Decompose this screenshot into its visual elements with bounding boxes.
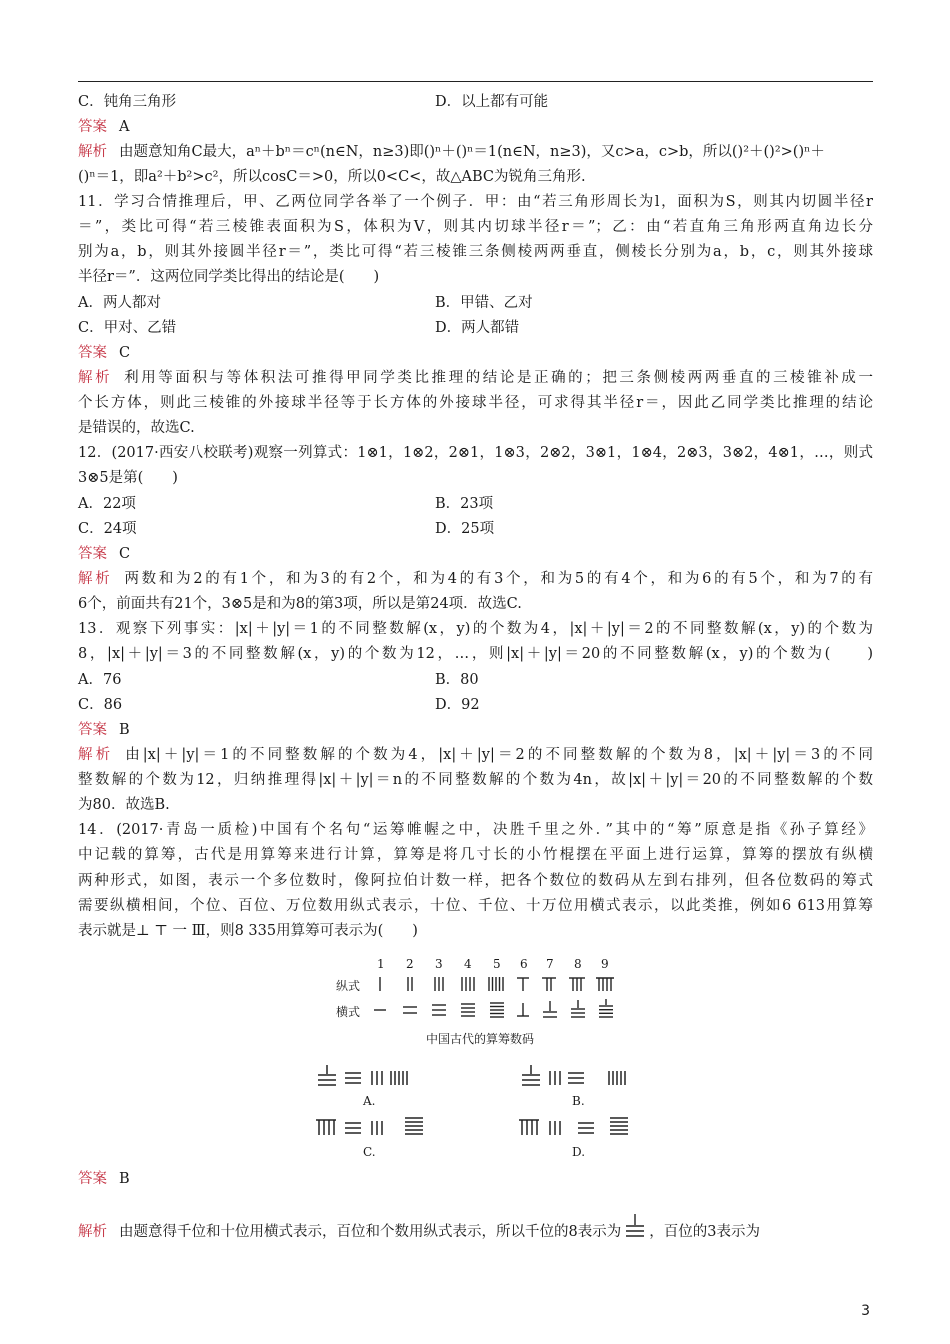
q10-option-d: D．以上都有可能 [435,94,549,110]
q13-explanation-line: 为80．故选B. [78,797,170,813]
q10-option-c: C．钝角三角形 [78,94,177,110]
q11-option-c: C．甲对、乙错 [78,320,177,336]
digit-label: 7 [546,957,554,971]
q11-stem-line: 11．学习合情推理后，甲、乙两位同学各举了一个例子．甲：由“若三角形周长为l，面积为S，则其内切圆半径r [78,194,873,210]
horizontal-form-label: 横式 [336,1005,361,1019]
digit-label: 2 [406,957,414,971]
explanation-text: 两数和为2的有1个，和为3的有2个，和为4的有3个，和为5的有4个，和为6的有5个，和为7的有 [124,571,873,587]
q11-explanation-line [78,366,873,391]
q13-option-b: B．80 [435,672,479,688]
q12-explanation-line [78,567,873,592]
q13-explanation-line: 整数解的个数为12，归纳推理得|x|＋|y|＝n的不同整数解的个数为4n，故|x|＋|y|＝20的不同整数解的个数 [78,772,873,788]
q12-explanation-line: 6个，前面共有21个，3⊗5是和为8的第3项，所以是第24项．故选C. [78,596,522,612]
digit-label: 9 [601,957,609,971]
answer-value: B [119,722,130,738]
explanation-text: 由题意得千位和十位用横式表示，百位和个数用纵式表示，所以千位的8表示为 [119,1224,622,1240]
q11-stem-line: ＝”，类比可得“若三棱锥表面积为S，体积为V，则其内切球半径r＝”；乙：由“若直角三角形两直角边长分 [78,219,873,235]
q10-explanation-line: ()ⁿ＝1，即a²＋b²>c²，所以cosC＝>0，所以0<C<，故△ABC为锐角三角形. [78,169,586,185]
explanation-text: 由题意知角C最大，aⁿ＋bⁿ＝cⁿ(n∈N，n≥3)即()ⁿ＋()ⁿ＝1(n∈N，n≥3)，又c>a，c>b，所以()²＋()²>()ⁿ＋ [119,144,825,160]
q12-option-c: C．24项 [78,521,137,537]
q11-explanation-line: 是错误的，故选C. [78,420,195,436]
digit-label: 4 [464,957,472,971]
figure-option-d-label: D. [572,1145,586,1159]
q13-option-d: D．92 [435,697,480,713]
answer-value: A [119,119,130,135]
q13-stem-line: 8，|x|＋|y|＝3的不同整数解(x，y)的个数为12，…，则|x|＋|y|＝20的不同整数解(x，y)的个数为( ) [78,646,873,662]
q12-option-a: A．22项 [78,496,136,512]
explanation-label: 解析 [78,747,114,763]
counting-rod-figure [330,955,630,1065]
q11-answer [78,341,130,366]
answer-label: 答案 [78,1171,107,1187]
digit-label: 6 [520,957,528,971]
q11-option-d: D．两人都错 [435,320,520,336]
figure-option-a-label: A. [363,1094,376,1108]
header-rule [78,81,873,82]
digit-label: 5 [493,957,501,971]
answer-value: C [119,345,131,361]
q13-answer [78,718,130,743]
explanation-text: 由|x|＋|y|＝1的不同整数解的个数为4，|x|＋|y|＝2的不同整数解的个数为8，|x|＋|y|＝3的不同 [125,747,873,763]
q14-stem-line: 需要纵横相间，个位、百位、万位数用纵式表示，十位、千位、十万位用横式表示，以此类推，例如6 613用算筹 [78,898,873,914]
q14-stem-line: 两种形式，如图，表示一个多位数时，像阿拉伯计数一样，把各个数位的数码从左到右排列，但各位数码的筹式 [78,873,873,889]
q12-option-d: D．25项 [435,521,495,537]
answer-label: 答案 [78,546,107,562]
figure-option-c-label: C. [363,1145,376,1159]
answer-value: B [119,1171,130,1187]
answer-label: 答案 [78,345,107,361]
q11-option-a: A．两人都对 [78,295,161,311]
q13-stem-line: 13．观察下列事实：|x|＋|y|＝1的不同整数解(x，y)的个数为4，|x|＋|y|＝2的不同整数解(x，y)的个数为 [78,621,873,637]
answer-label: 答案 [78,119,107,135]
figure-option-b-label: B. [572,1094,585,1108]
q11-option-b: B．甲错、乙对 [435,295,533,311]
explanation-text: 利用等面积与等体积法可推得甲同学类比推理的结论是正确的；把三条侧棱两两垂直的三棱锥补成一 [124,370,873,386]
explanation-label: 解析 [78,1224,107,1240]
q12-stem-line: 3⊗5是第( ) [78,470,178,486]
q11-stem-line: 别为a，b，则其外接圆半径r＝”，类比可得“若三棱锥三条侧棱两两垂直，侧棱长分别为a，b，c，则其外接球 [78,244,873,260]
q10-answer [78,115,129,140]
q13-option-c: C．86 [78,697,123,713]
q13-explanation-line [78,743,873,768]
digit-label: 1 [377,957,385,971]
explanation-label: 解析 [78,370,113,386]
explanation-label: 解析 [78,144,107,160]
q14-stem-line: 中记载的算筹，古代是用算筹来进行计算，算筹是将几寸长的小竹棍摆在平面上进行运算，算筹的摆放有纵横 [78,847,873,863]
q14-stem-line: 14．(2017·青岛一质检)中国有个名句“运筹帷幄之中，决胜千里之外．”其中的“筹”原意是指《孙子算经》 [78,822,873,838]
digit-label: 3 [435,957,443,971]
q11-explanation-line: 个长方体，则此三棱锥的外接球半径等于长方体的外接球半径，可求得其半径r＝，因此乙同学类比推理的结论 [78,395,873,411]
q12-stem-line: 12．(2017·西安八校联考)观察一列算式：1⊗1，1⊗2，2⊗1，1⊗3，2⊗2，3⊗1，1⊗4，2⊗3，3⊗2，4⊗1，…，则式 [78,445,873,461]
explanation-label: 解析 [78,571,113,587]
figure-caption: 中国古代的算筹数码 [425,1032,534,1046]
q10-explanation-line [78,140,825,165]
q13-option-a: A．76 [78,672,122,688]
q12-answer [78,542,130,567]
page-number: 3 [861,1303,870,1319]
q14-explanation-line [78,1212,760,1245]
answer-value: C [119,546,131,562]
rod-eight-horizontal-icon [621,1212,649,1240]
q11-stem-line: 半径r＝”．这两位同学类比得出的结论是( ) [78,269,380,285]
q14-stem-line: 表示就是⊥ ⊤ 一 Ⅲ，则8 335用算筹可表示为( ) [78,923,418,939]
counting-rod-table [330,955,630,1030]
q14-answer [78,1167,130,1192]
vertical-form-label: 纵式 [336,979,361,993]
counting-rod-options [310,1065,640,1145]
explanation-text: ，百位的3表示为 [649,1224,760,1240]
digit-label: 8 [574,957,582,971]
q12-option-b: B．23项 [435,496,494,512]
answer-label: 答案 [78,722,107,738]
